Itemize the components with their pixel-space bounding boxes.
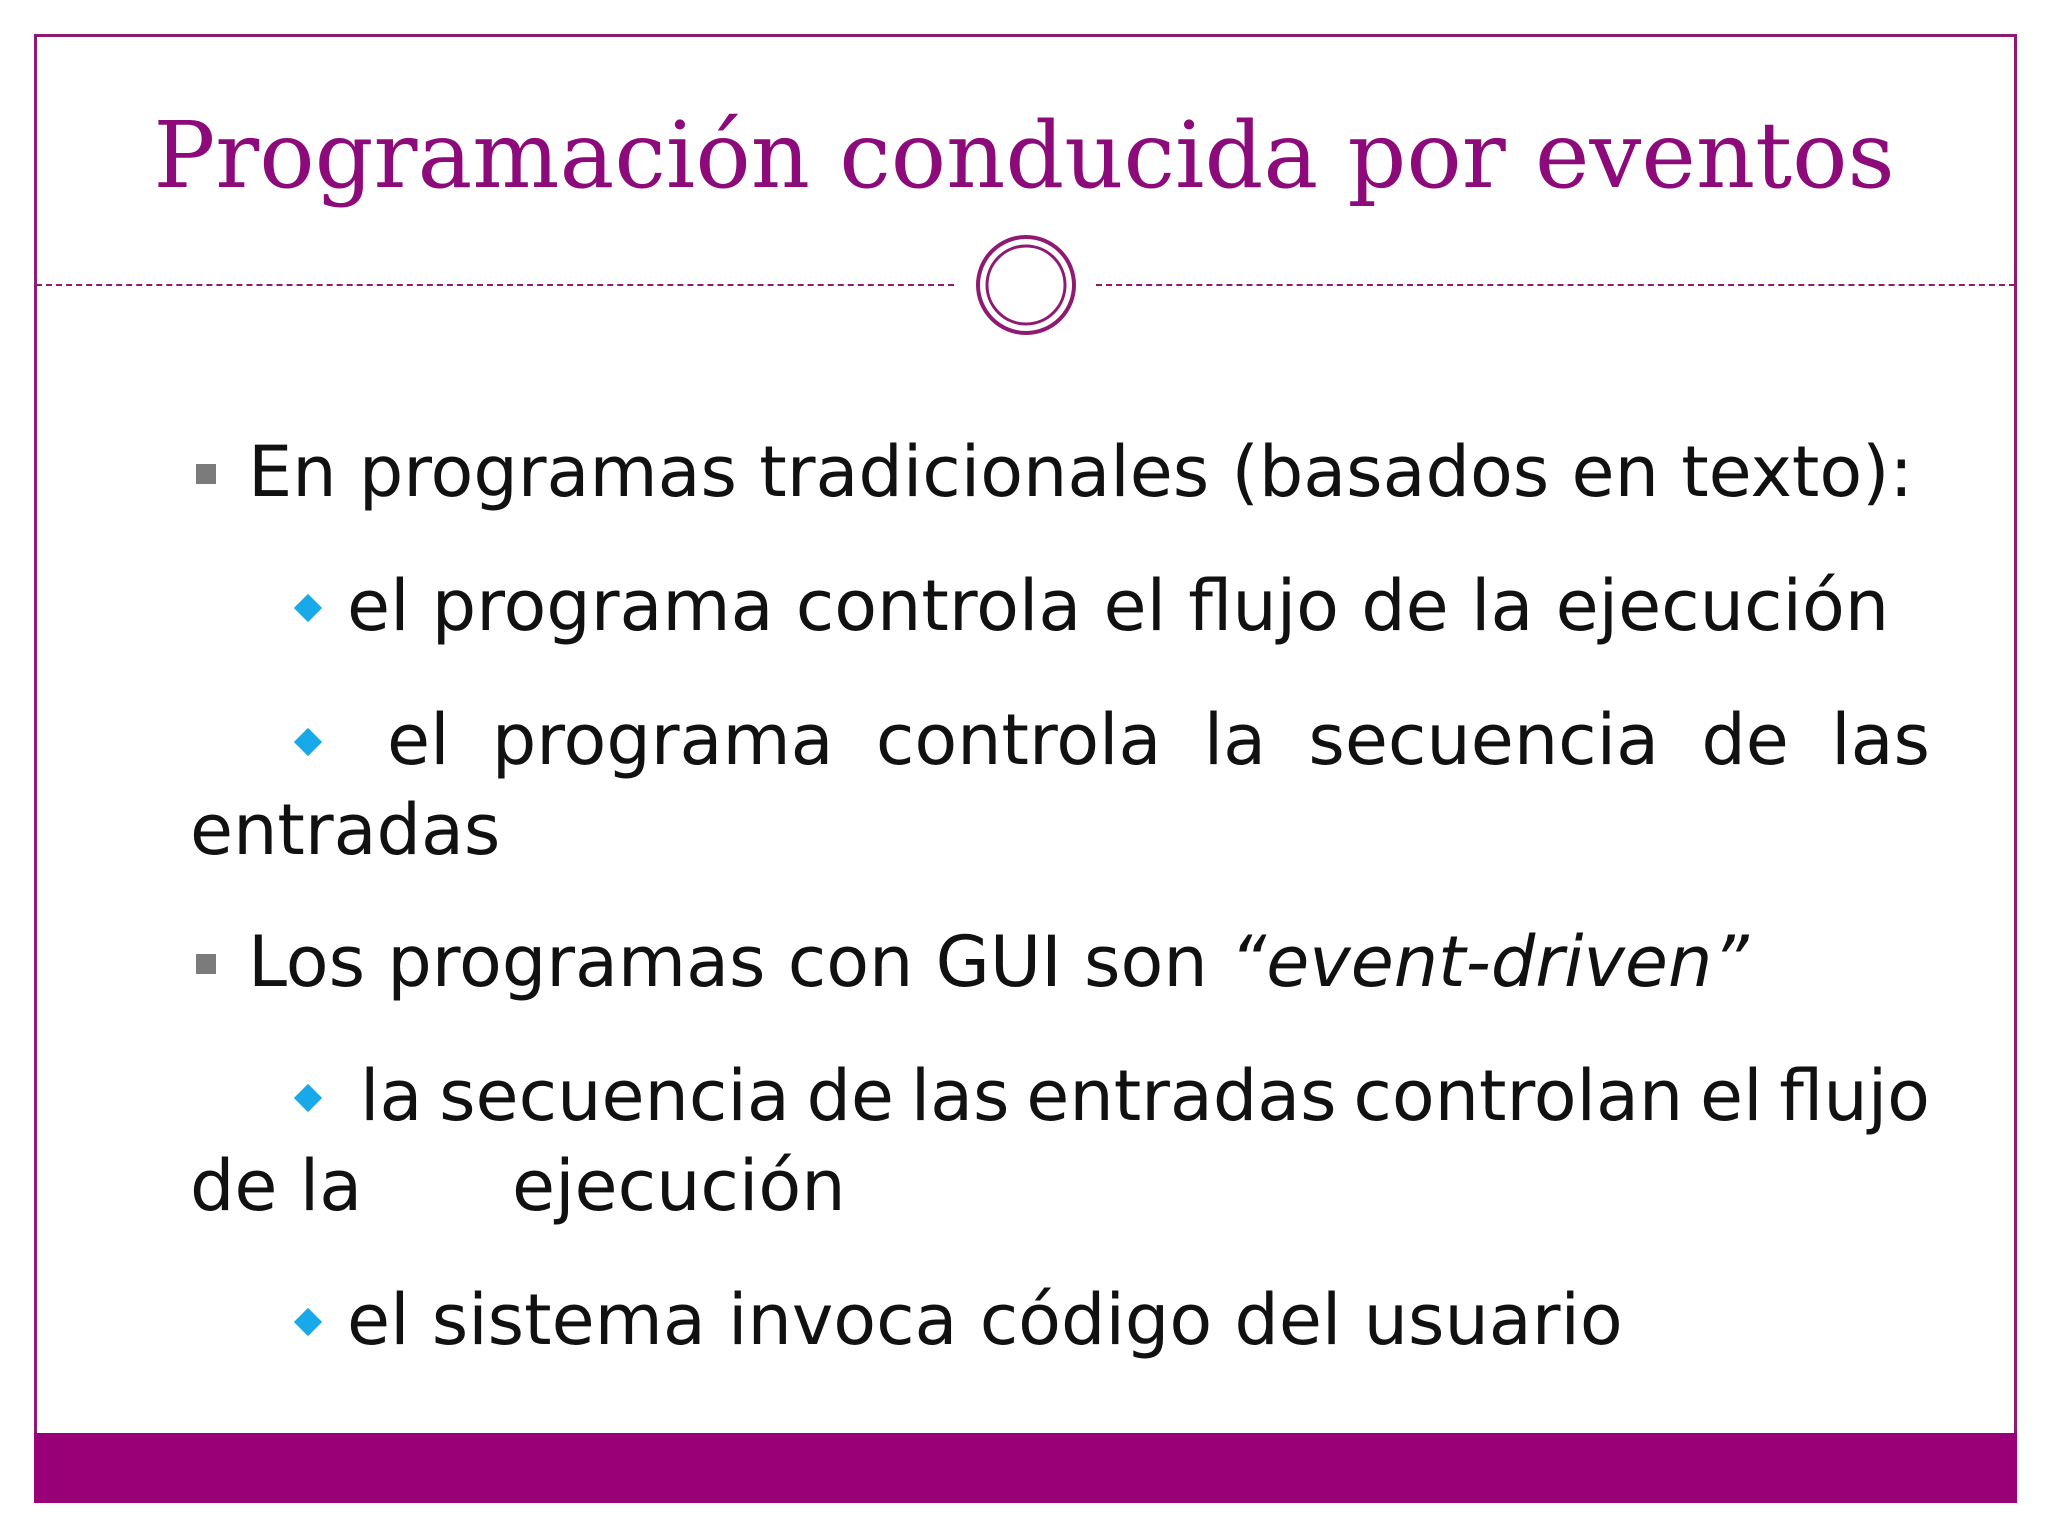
word: el — [1700, 1055, 1763, 1137]
word: flujo — [1779, 1055, 1930, 1137]
square-bullet-icon — [196, 954, 216, 974]
word: de — [806, 1055, 894, 1137]
bullet-2-text: Los programas con GUI son — [248, 921, 1230, 1003]
double-ring-icon — [974, 233, 1078, 337]
word: la — [1203, 699, 1267, 781]
bullet-1-sub-1 — [190, 562, 1930, 650]
continued-text-b: ejecución — [512, 1145, 846, 1227]
continued-text-a: de la — [190, 1145, 363, 1227]
bullet-2-emphasis: “event-driven” — [1229, 921, 1749, 1003]
divider-left — [36, 284, 954, 286]
bullet-1-sub-1-text: el programa controla el flujo de la ejecución — [347, 565, 1890, 647]
bullet-2 — [190, 918, 1930, 1006]
diamond-bullet-icon — [294, 1308, 322, 1336]
word: el — [387, 699, 450, 781]
word: de — [1701, 699, 1789, 781]
word: las — [1831, 699, 1930, 781]
bullet-2-sub-1 — [190, 1052, 1930, 1140]
bullet-1-sub-2 — [190, 696, 1930, 784]
word: la — [360, 1055, 423, 1137]
word: secuencia — [1308, 699, 1660, 781]
diamond-bullet-icon — [294, 594, 322, 622]
bullet-2-sub-1-continued — [190, 1142, 1930, 1230]
slide-title: Programación conducida por eventos — [153, 102, 1895, 209]
bullet-1-text: En programas tradicionales (basados en texto): — [248, 431, 1914, 513]
bottom-accent-bar — [34, 1433, 2017, 1503]
word: secuencia — [439, 1055, 790, 1137]
word: entradas — [1026, 1055, 1337, 1137]
bullet-2-sub-2 — [190, 1276, 1930, 1364]
word: controlan — [1353, 1055, 1684, 1137]
bullet-2-sub-1-words — [190, 1052, 1930, 1140]
divider-right — [1096, 284, 2015, 286]
square-bullet-icon — [196, 464, 216, 484]
bullet-1-sub-2-words — [190, 696, 1930, 784]
bullet-1 — [190, 428, 1930, 516]
bullet-2-sub-2-text: el sistema invoca código del usuario — [347, 1279, 1623, 1361]
word: programa — [491, 699, 834, 781]
word: controla — [875, 699, 1162, 781]
bullet-1-sub-2-continued: entradas — [190, 789, 501, 871]
word: las — [910, 1055, 1010, 1137]
